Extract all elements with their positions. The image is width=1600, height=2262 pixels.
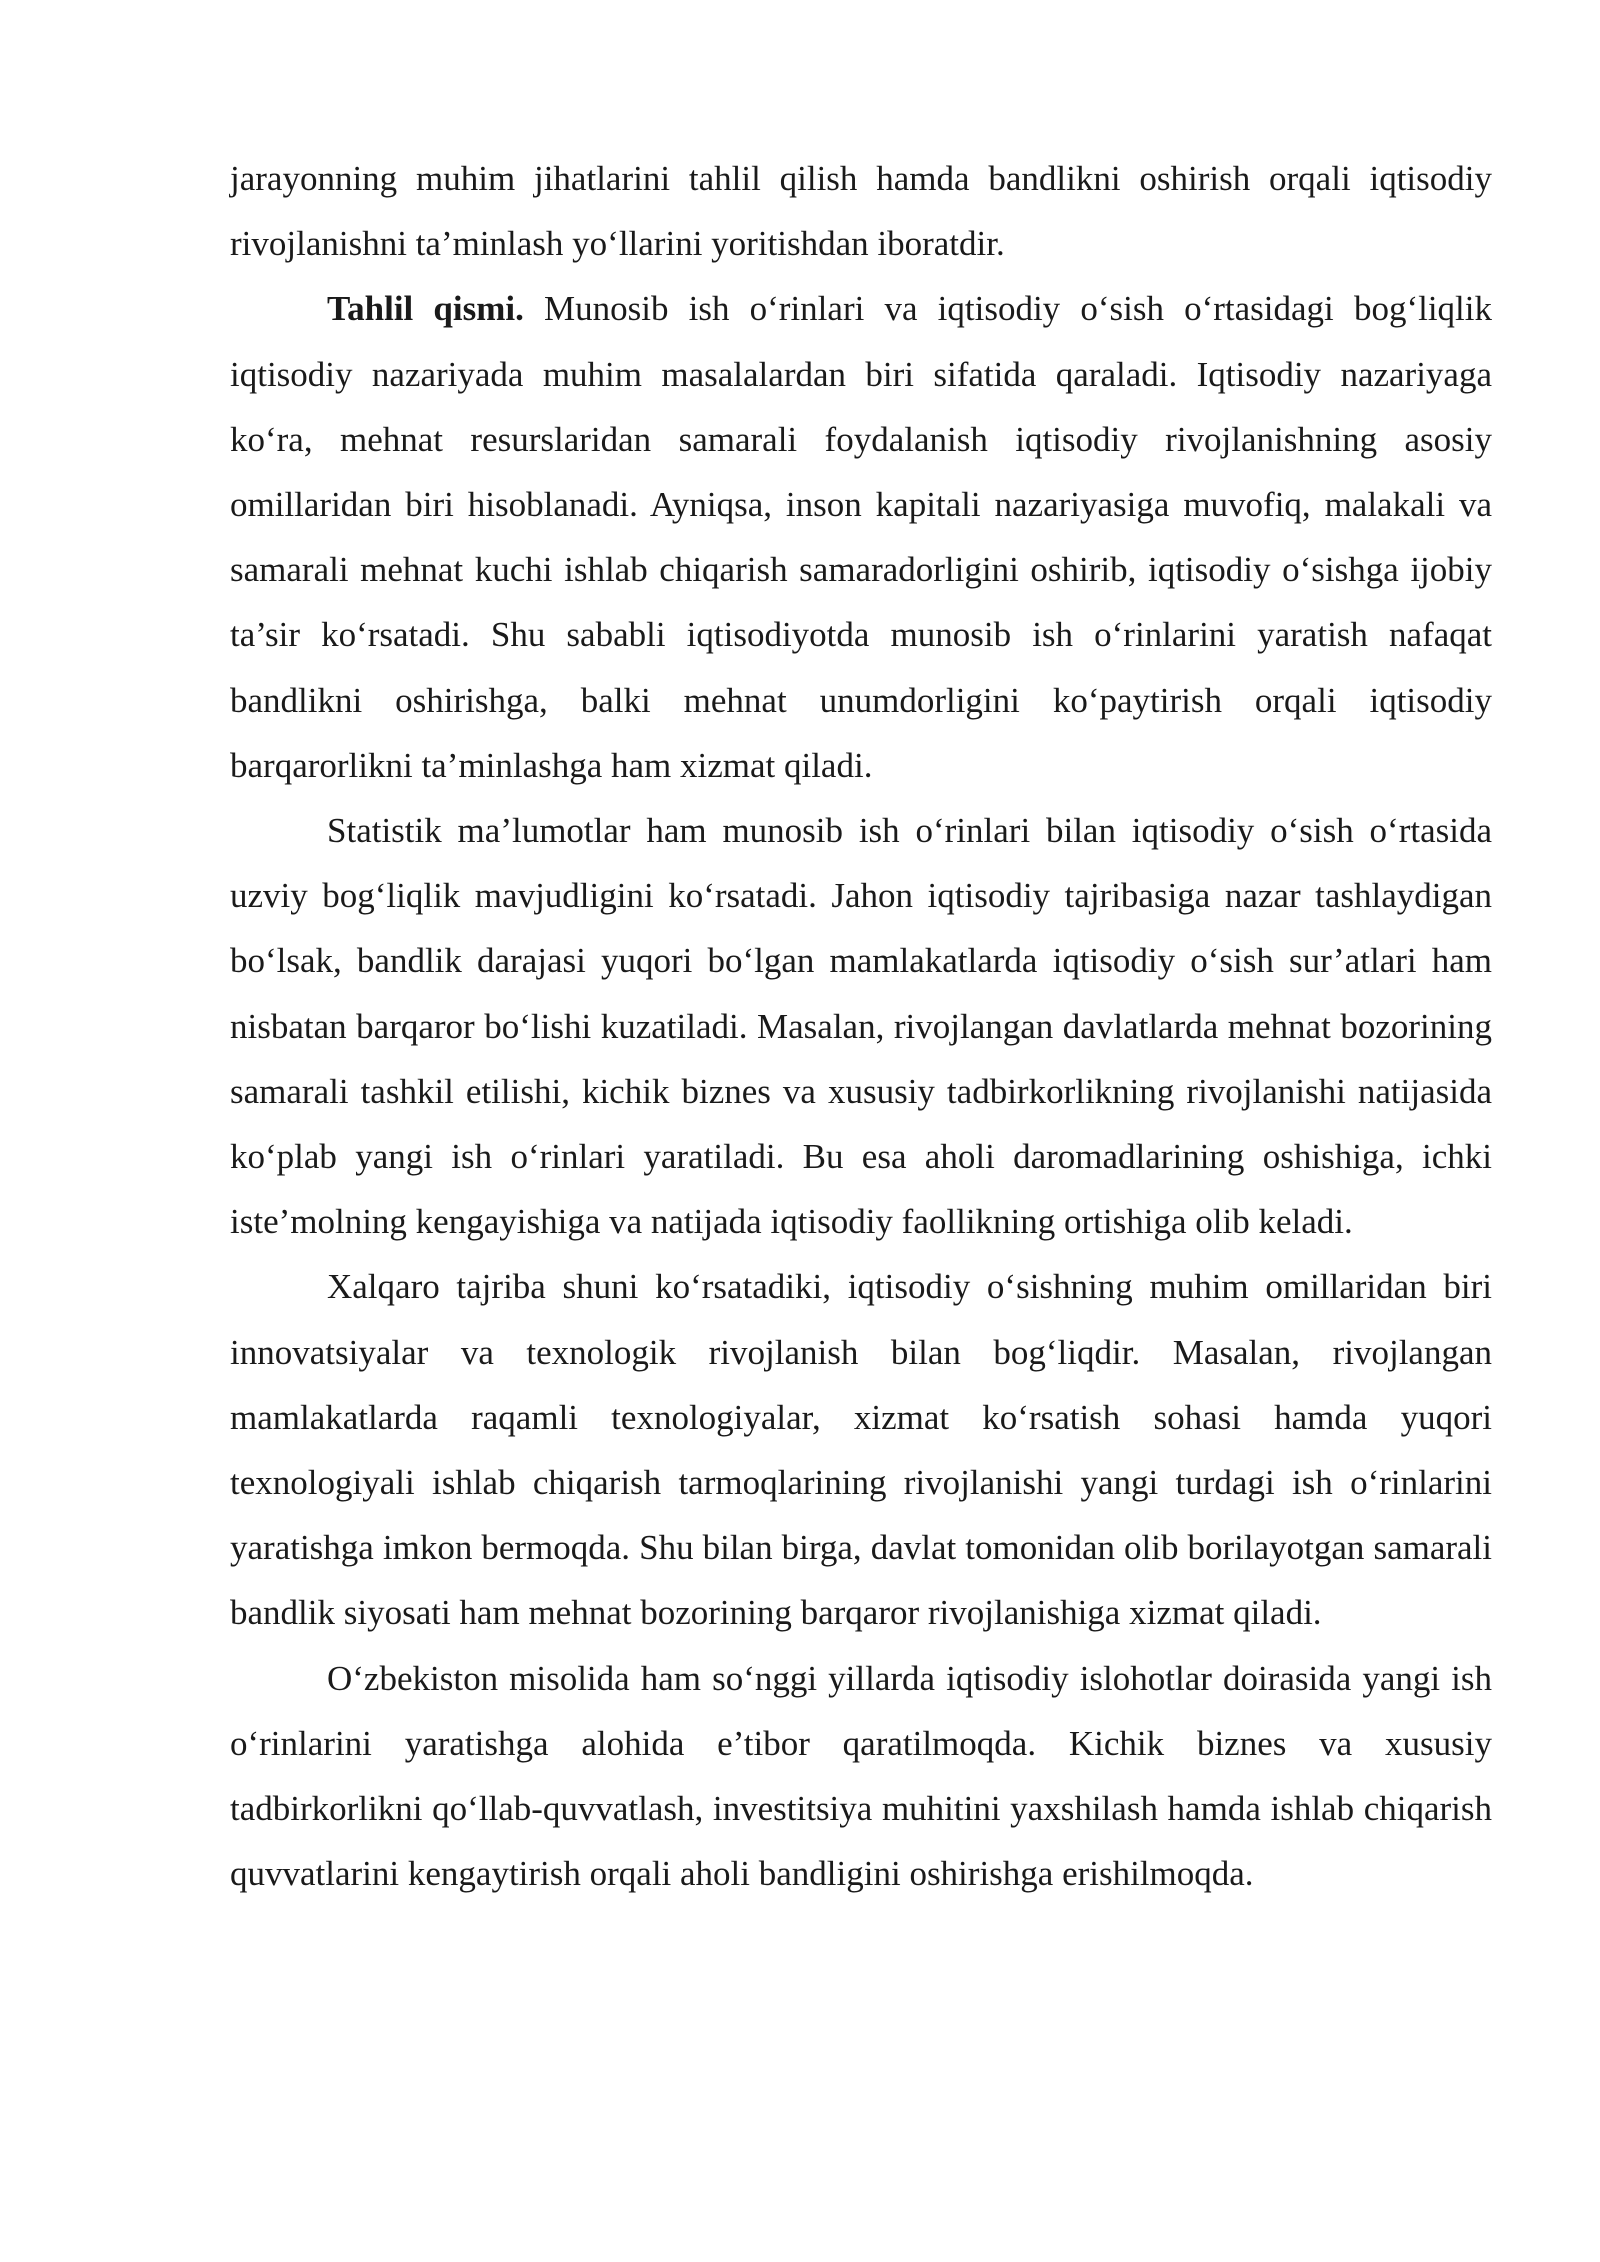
paragraph-intro-continuation	[230, 146, 1492, 276]
document-body	[230, 146, 1492, 1906]
paragraph-text: Statistik ma’lumotlar ham munosib ish o‘rinlari bilan iqtisodiy o‘sish o‘rtasida uzviy bog‘liqlik mavjudligini ko‘rsatadi. Jahon iqtisodiy tajribasiga nazar tashlaydigan bo‘lsak, bandlik darajasi yuqori bo‘lgan mamlakatlarda iqtisodiy o‘sish sur’atlari ham nisbatan barqaror bo‘lishi kuzatiladi. Masalan, rivojlangan davlatlarda mehnat bozorining samarali tashkil etilishi, kichik biznes va xususiy tadbirkorlikning rivojlanishi natijasida ko‘plab yangi ish o‘rinlari yaratiladi. Bu esa aholi daromadlarining oshishiga, ichki iste’molning kengayishiga va natijada iqtisodiy faollikning ortishiga olib keladi.	[230, 811, 1492, 1242]
paragraph-text: O‘zbekiston misolida ham so‘nggi yillarda iqtisodiy islohotlar doirasida yangi ish o‘rinlarini yaratishga alohida e’tibor qaratilmoqda. Kichik biznes va xususiy tadbirkorlikni qo‘llab-quvvatlash, investitsiya muhitini yaxshilash hamda ishlab chiqarish quvvatlarini kengaytirish orqali aholi bandligini oshirishga erishilmoqda.	[230, 1658, 1492, 1894]
paragraph-statistics	[230, 798, 1492, 1254]
paragraph-international-experience	[230, 1254, 1492, 1645]
paragraph-uzbekistan	[230, 1646, 1492, 1907]
paragraph-text: jarayonning muhim jihatlarini tahlil qilish hamda bandlikni oshirish orqali iqtisodiy rivojlanishni ta’minlash yo‘llarini yoritishdan iboratdir.	[230, 159, 1492, 264]
paragraph-text: Munosib ish o‘rinlari va iqtisodiy o‘sish o‘rtasidagi bog‘liqlik iqtisodiy nazariyada muhim masalalardan biri sifatida qaraladi. Iqtisodiy nazariyaga ko‘ra, mehnat resurslaridan samarali foydalanish iqtisodiy rivojlanishning asosiy omillaridan biri hisoblanadi. Ayniqsa, inson kapitali nazariyasiga muvofiq, malakali va samarali mehnat kuchi ishlab chiqarish samaradorligini oshirib, iqtisodiy o‘sishga ijobiy ta’sir ko‘rsatadi. Shu sababli iqtisodiyotda munosib ish o‘rinlarini yaratish nafaqat bandlikni oshirishga, balki mehnat unumdorligini ko‘paytirish orqali iqtisodiy barqarorlikni ta’minlashga ham xizmat qiladi.	[230, 289, 1492, 785]
section-heading-analysis: Tahlil qismi.	[327, 289, 524, 329]
paragraph-analysis	[230, 276, 1492, 798]
paragraph-text: Xalqaro tajriba shuni ko‘rsatadiki, iqtisodiy o‘sishning muhim omillaridan biri innovatsiyalar va texnologik rivojlanish bilan bog‘liqdir. Masalan, rivojlangan mamlakatlarda raqamli texnologiyalar, xizmat ko‘rsatish sohasi hamda yuqori texnologiyali ishlab chiqarish tarmoqlarining rivojlanishi yangi turdagi ish o‘rinlarini yaratishga imkon bermoqda. Shu bilan birga, davlat tomonidan olib borilayotgan samarali bandlik siyosati ham mehnat bozorining barqaror rivojlanishiga xizmat qiladi.	[230, 1267, 1492, 1633]
